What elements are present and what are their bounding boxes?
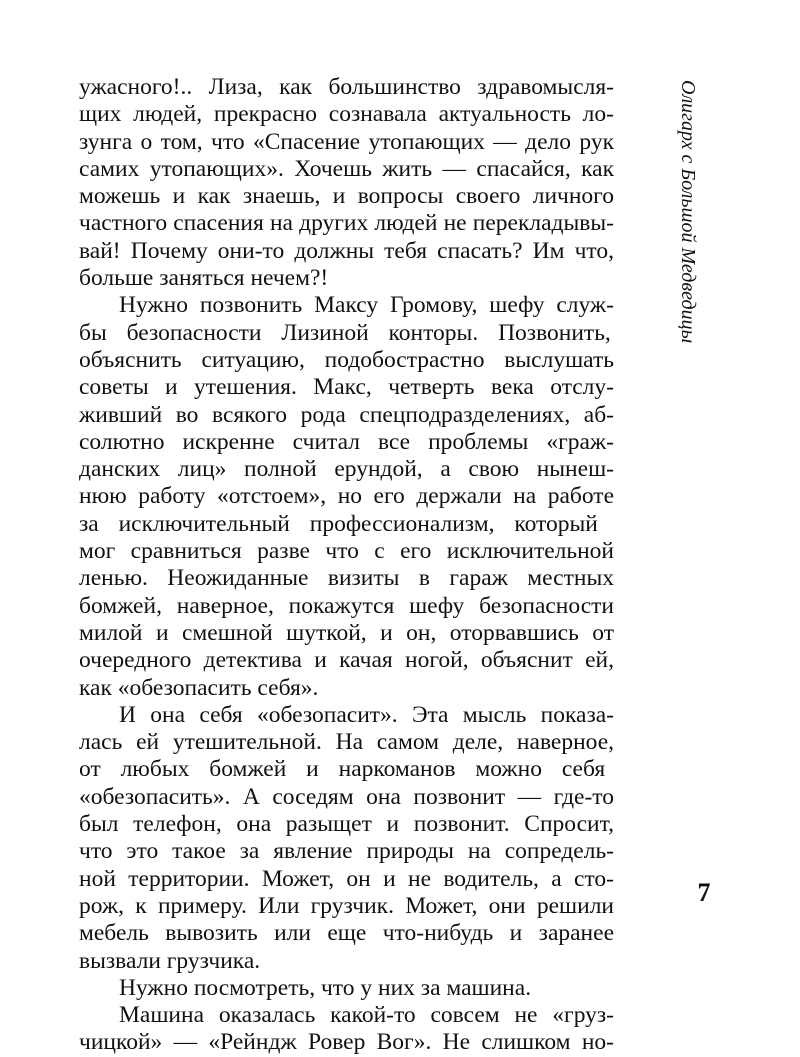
text-line: живший во всякого рода спецподразделениях, аб-	[79, 401, 614, 428]
text-line: данских лиц» полной ерундой, а свою нынеш-	[79, 456, 614, 483]
text-line: Нужно посмотреть, что у них за машина.	[119, 974, 532, 1001]
text-line: можешь и как знаешь, и вопросы своего личного	[79, 183, 614, 210]
text-line: за исключительный профессионализм, который	[79, 510, 598, 537]
body-text	[79, 74, 614, 1057]
text-line: мог сравниться разве что с его исключительной	[79, 538, 614, 565]
text-line: ужасного!.. Лиза, как большинство здравомысля-	[79, 74, 614, 100]
text-line: как «обезопасить себя».	[79, 674, 319, 701]
text-line: Машина оказалась какой-то совсем не «груз-	[119, 1002, 614, 1029]
text-line: И она себя «обезопасит». Эта мысль показа-	[119, 701, 614, 728]
text-line: чицкой» — «Рейндж Ровер Вог». Не слишком но-	[79, 1029, 614, 1056]
text-line: зунга о том, что «Спасение утопающих — дело рук	[79, 128, 614, 155]
text-line: нюю работу «отстоем», но его держали на работе	[79, 483, 614, 510]
text-line: очередного детектива и качая ногой, объяснит ей,	[79, 647, 614, 674]
running-head-title: Олигарх с Большой Медведицы	[677, 80, 699, 344]
text-line: рож, к примеру. Или грузчик. Может, они решили	[79, 892, 614, 919]
text-line: ленью. Неожиданные визиты в гараж местных	[79, 565, 614, 592]
text-line: советы и утешения. Макс, четверть века отслу-	[79, 374, 614, 401]
text-line: больше заняться нечем?!	[79, 265, 329, 292]
text-line: лась ей утешительной. На самом деле, наверное,	[79, 729, 614, 756]
text-line: что это такое за явление природы на сопредель-	[79, 838, 614, 865]
text-line: солютно искренне считал все проблемы «граж-	[79, 428, 614, 455]
text-line: бы безопасности Лизиной конторы. Позвонить,	[79, 319, 611, 346]
text-line: ной территории. Может, он и не водитель, а сто-	[79, 865, 614, 892]
text-line: милой и смешной шуткой, и он, оторвавшись от	[79, 619, 614, 646]
text-line: щих людей, прекрасно сознавала актуальность ло-	[79, 101, 614, 128]
text-line: вай! Почему они-то должны тебя спасать? Им что,	[79, 237, 614, 264]
text-line: бомжей, наверное, покажутся шефу безопасности	[79, 592, 614, 619]
text-line: самих утопающих». Хочешь жить — спасайся, как	[79, 155, 614, 182]
text-line: объяснить ситуацию, подобострастно выслушать	[79, 346, 614, 373]
page-number: 7	[697, 878, 711, 907]
text-line: «обезопасить». А соседям она позвонит — где-то	[79, 783, 614, 810]
text-line: мебель вывозить или еще что-нибудь и заранее	[79, 920, 614, 947]
text-line: от любых бомжей и наркоманов можно себя	[79, 756, 606, 783]
text-line: вызвали грузчика.	[79, 947, 261, 974]
text-line: Нужно позвонить Максу Громову, шефу служ-	[119, 292, 614, 319]
text-line: частного спасения на других людей не перекладывы-	[79, 210, 614, 237]
text-line: был телефон, она разыщет и позвонит. Спросит,	[79, 811, 614, 838]
